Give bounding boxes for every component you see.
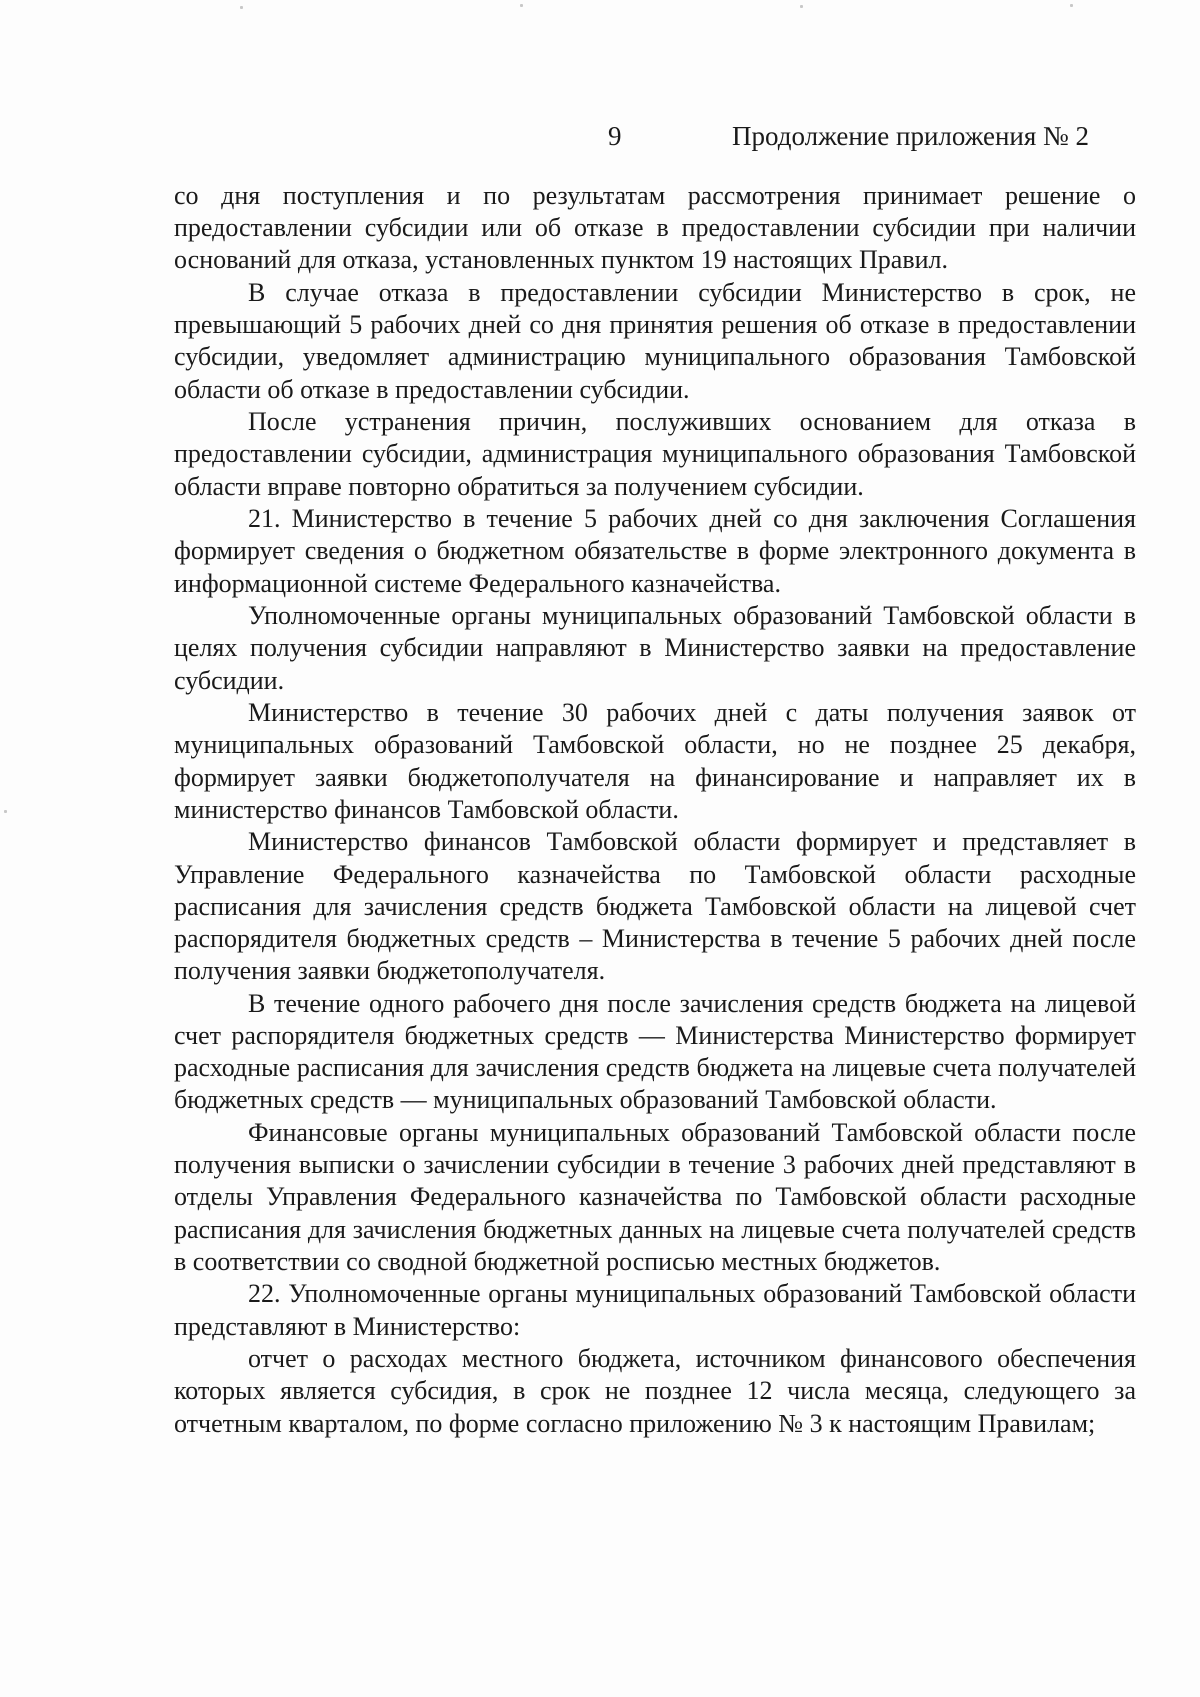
appendix-continuation-title: Продолжение приложения № 2 (732, 121, 1090, 151)
paragraph: В случае отказа в предоставлении субсидии Министерство в срок, не превышающий 5 рабочих дней со дня принятия решения об отказе в предоставлении субсидии, уведомляет администрацию муниципального образования Тамбовской области об отказе в предоставлении субсидии. (174, 278, 1136, 404)
paragraph: отчет о расходах местного бюджета, источником финансового обеспечения которых является субсидия, в срок не позднее 12 числа месяца, следующего за отчетным кварталом, по форме согласно приложению № 3 к настоящим Правилам; (174, 1344, 1136, 1438)
paragraph: Министерство финансов Тамбовской области формирует и представляет в Управление Федерального казначейства по Тамбовской области расходные расписания для зачисления средств бюджета Тамбовской области на лицевой счет распорядителя бюджетных средств – Министерства в течение 5 рабочих дней после получения заявки бюджетополучателя. (174, 827, 1136, 986)
paragraph-item-22: 22. Уполномоченные органы муниципальных образований Тамбовской области представляют в Министерство: (174, 1279, 1136, 1341)
page-header (0, 118, 1200, 158)
page-number: 9 (608, 121, 622, 151)
paragraph-item-21: 21. Министерство в течение 5 рабочих дней со дня заключения Соглашения формирует сведения о бюджетном обязательстве в форме электронного документа в информационной системе Федерального казначейства. (174, 504, 1136, 598)
scan-artifact (1070, 4, 1073, 7)
scan-artifact (4, 810, 7, 813)
paragraph: Министерство в течение 30 рабочих дней с даты получения заявок от муниципальных образований Тамбовской области, но не позднее 25 декабря, формирует заявки бюджетополучателя на финансирование и направляет их в министерство финансов Тамбовской области. (174, 698, 1136, 824)
scan-artifact (240, 6, 243, 9)
scan-artifact (520, 4, 523, 7)
paragraph: После устранения причин, послуживших основанием для отказа в предоставлении субсидии, администрация муниципального образования Тамбовской области вправе повторно обратиться за получением субсидии. (174, 407, 1136, 501)
scan-artifact (800, 5, 803, 8)
paragraph: В течение одного рабочего дня после зачисления средств бюджета на лицевой счет распорядителя бюджетных средств — Министерства Министерство формирует расходные расписания для зачисления средств бюджета на лицевые счета получателей бюджетных средств — муниципальных образований Тамбовской области. (174, 988, 1136, 1115)
paragraph: Финансовые органы муниципальных образований Тамбовской области после получения выписки о зачислении субсидии в течение 3 рабочих дней представляют в отделы Управления Федерального казначейства по Тамбовской области расходные расписания для зачисления бюджетных данных на лицевые счета получателей средств в соответствии со сводной бюджетной росписью местных бюджетов. (174, 1118, 1136, 1276)
document-body (174, 180, 1136, 1440)
paragraph: Уполномоченные органы муниципальных образований Тамбовской области в целях получения субсидии направляют в Министерство заявки на предоставление субсидии. (174, 601, 1136, 695)
paragraph: со дня поступления и по результатам рассмотрения принимает решение о предоставлении субсидии или об отказе в предоставлении субсидии при наличии оснований для отказа, установленных пунктом 19 настоящих Правил. (174, 181, 1136, 275)
